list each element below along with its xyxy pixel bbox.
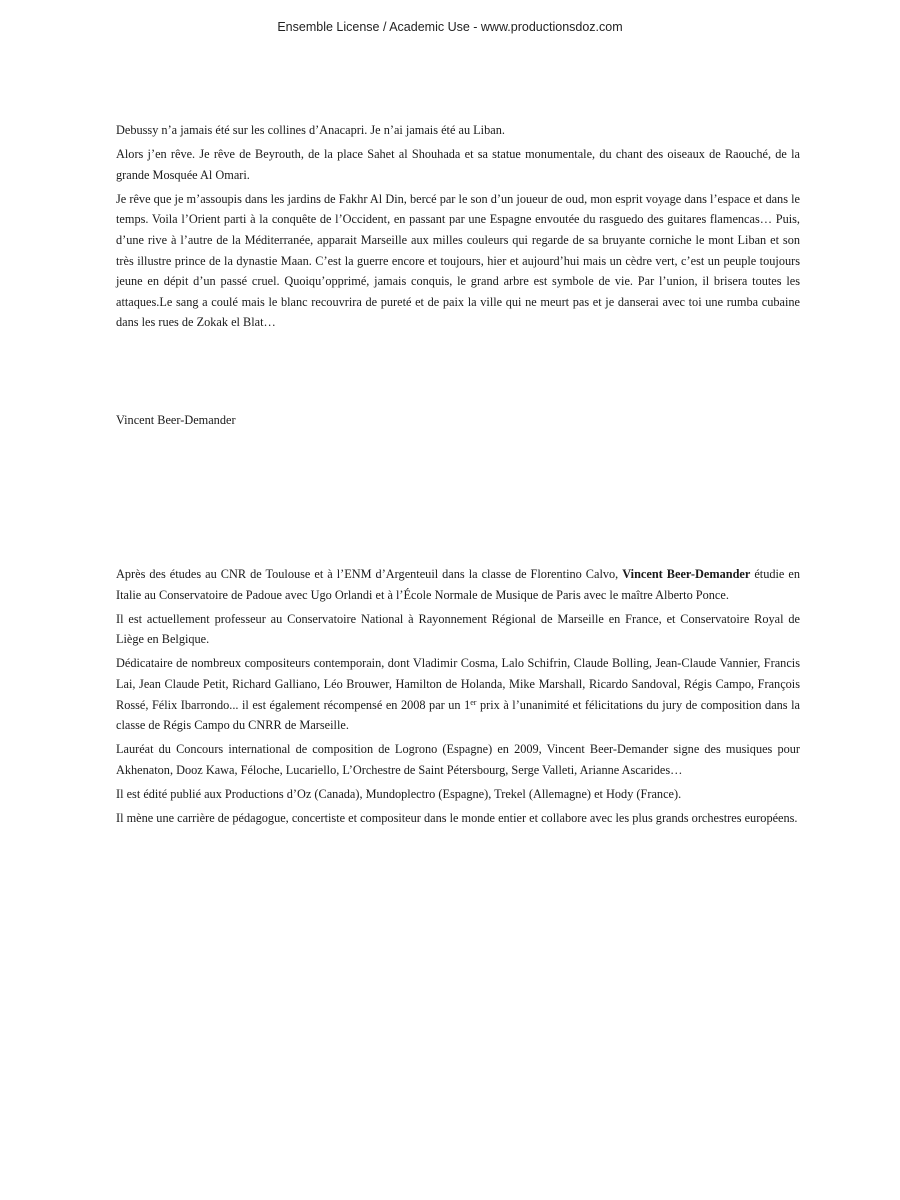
bio-paragraph-5: Il est édité publié aux Productions d’Oz (Canada), Mundoplectro (Espagne), Trekel (Allemagne) et Hody (France). — [116, 786, 682, 801]
poem-paragraph-2: Alors j’en rêve. Je rêve de Beyrouth, de la place Sahet al Shouhada et sa statue monumentale, du chant des oiseaux de Raouché, de la grande Mosquée Al Omari. — [116, 147, 800, 182]
poem-text — [116, 120, 800, 336]
biography-text — [116, 564, 800, 832]
license-header: Ensemble License / Academic Use - www.productionsdoz.com — [277, 20, 623, 34]
bio-p1-intro: Après des études au CNR de Toulouse et à l’ENM d’Argenteuil dans la classe de Florentino Calvo, — [116, 567, 623, 581]
poem-paragraph-3: Je rêve que je m’assoupis dans les jardins de Fakhr Al Din, bercé par le son d’un joueur de oud, mon esprit voyage dans l’espace et dans le temps. Voila l’Orient parti à la conquête de l’Occident, en passant par une Espagne envoutée du rasguedo des guitares flamencas… Puis, d’une rive à l’autre de la Méditerranée, apparait Marseille aux milles couleurs qui regarde de sa bruyante corniche le mont Liban et son très illustre prince de la dynastie Maan. C’est la guerre encore et toujours, hier et aujourd’hui mais un cèdre vert, c’est un peuple toujours jeune en dépit d’un passé cruel. Quoiqu’opprimé, jamais conquis, le grand arbre est symbole de vie. Par l’union, il brisera toutes les attaques.Le sang a coulé mais le blanc recouvrira de pureté et de paix la ville qui ne meurt pas et je danserai avec toi une rumba cubaine dans les rues de Zokak el Blat… — [116, 191, 800, 330]
author-signature: Vincent Beer-Demander — [116, 413, 236, 427]
bio-p3-rest: prix à l’unanimité et félicitations du jury de composition dans la classe de Régis Campo du CNRR de Marseille. — [116, 697, 800, 733]
poem-paragraph-1: Debussy n’a jamais été sur les collines d’Anacapri. Je n’ai jamais été au Liban. — [116, 123, 505, 137]
bio-paragraph-1 — [116, 564, 800, 605]
bio-paragraph-4: Lauréat du Concours international de composition de Logrono (Espagne) en 2009, Vincent Beer-Demander signe des musiques pour Akhenaton, Dooz Kawa, Féloche, Lucariello, L’Orchestre de Saint Pétersbourg, Serge Valleti, Arianne Ascarides… — [116, 742, 800, 777]
bio-paragraph-6: Il mène une carrière de pédagogue, concertiste et compositeur dans le monde entier et collabore avec les plus grands orchestres européens. — [116, 811, 798, 826]
bio-paragraph-2: Il est actuellement professeur au Conservatoire National à Rayonnement Régional de Marseille en France, et Conservatoire Royal de Liège en Belgique. — [116, 611, 800, 647]
ordinal-superscript: er — [470, 697, 477, 707]
bio-paragraph-3 — [116, 653, 800, 735]
bio-p3-intro: Dédicataire de nombreux compositeurs contemporain, dont Vladimir Cosma, Lalo Schifrin, Claude Bolling, Jean-Claude Vannier, Francis Lai, Jean Claude Petit, Richard Galliano, Léo Brouwer, Hamilton de Holanda, Mike Marshall, Ricardo Sandoval, Régis Campo, François Rossé, Félix Ibarrondo... il est également récompensé en 2008 par un 1 — [116, 656, 800, 712]
bio-p1-rest: étudie en Italie au Conservatoire de Padoue avec Ugo Orlandi et à l’École Normale de Musique de Paris avec le maître Alberto Ponce. — [116, 567, 800, 602]
bio-author-name: Vincent Beer-Demander — [622, 567, 751, 581]
